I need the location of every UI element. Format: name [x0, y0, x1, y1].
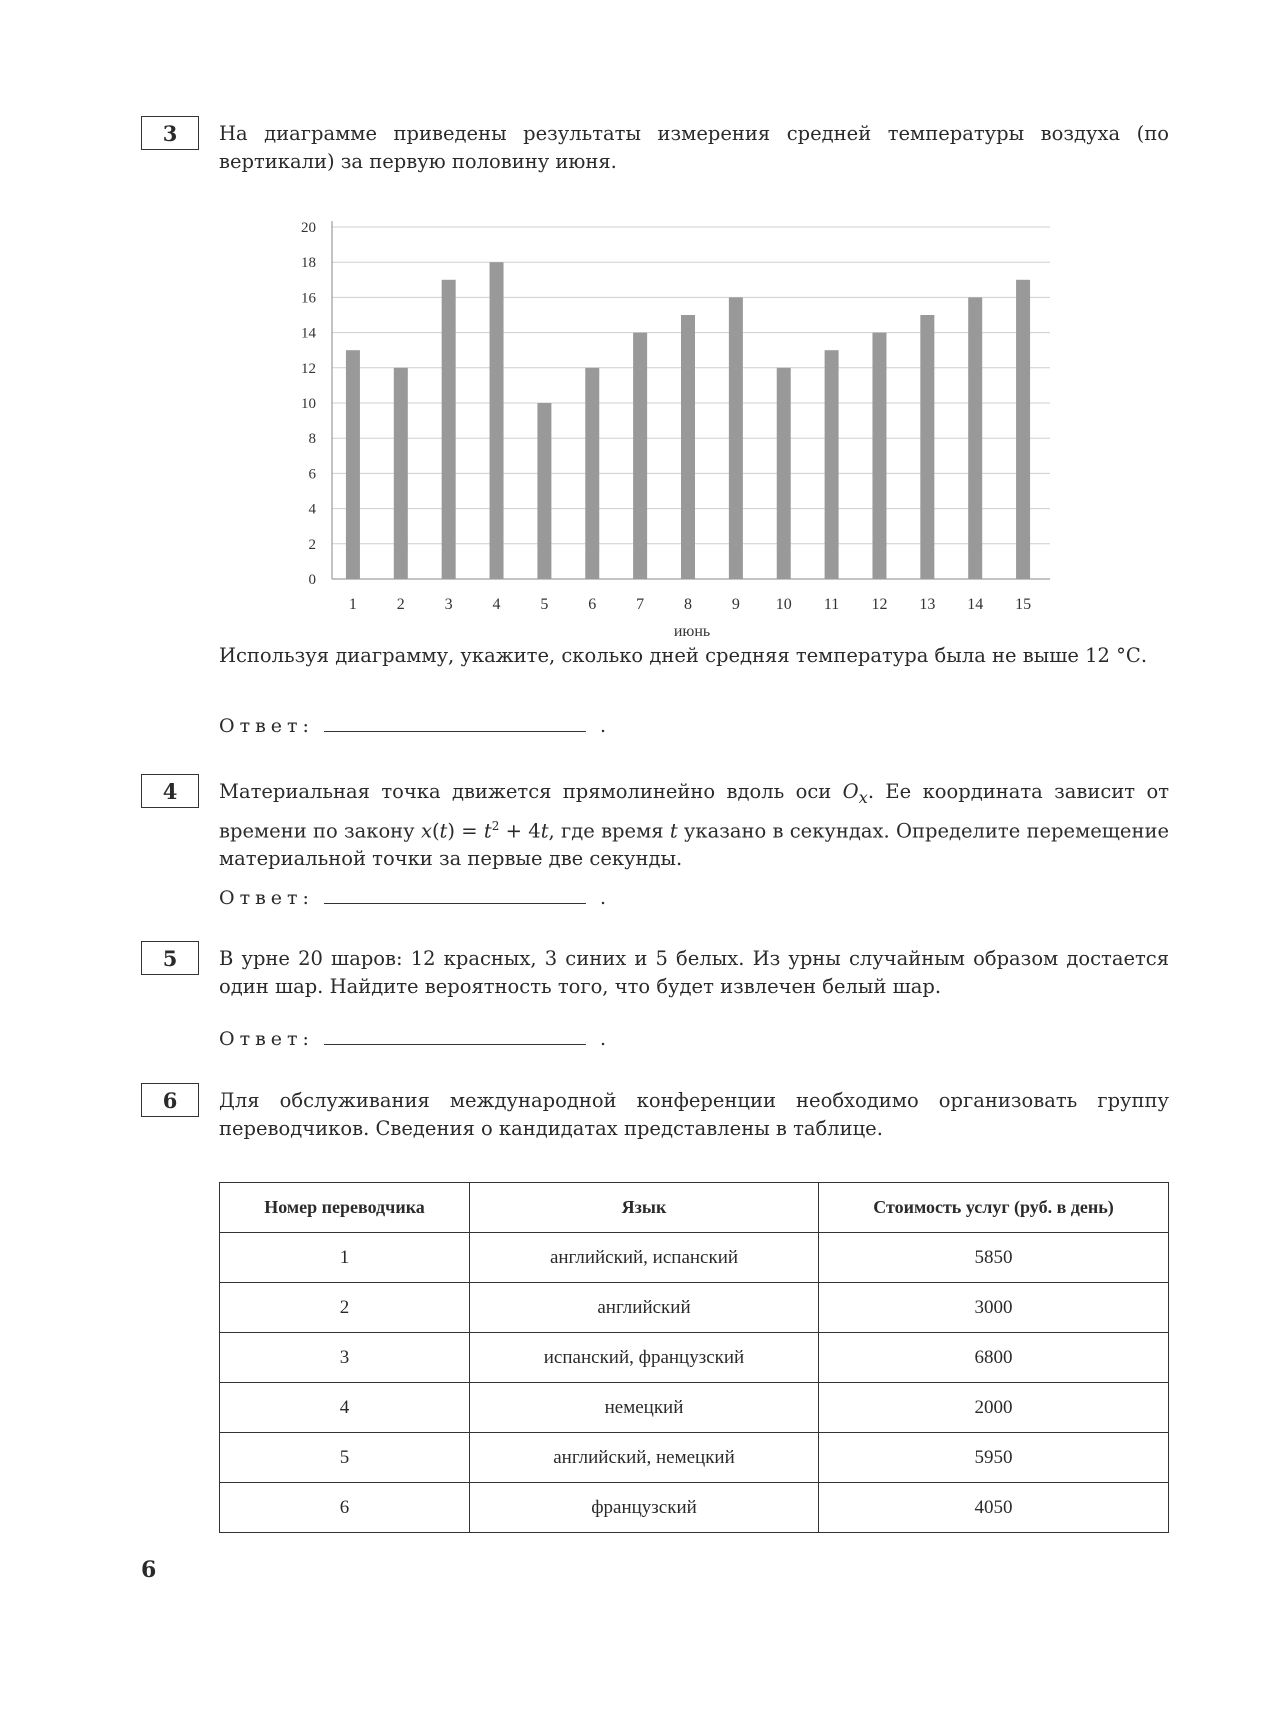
table-cell: 3 [220, 1333, 470, 1383]
bar-day-4 [490, 262, 504, 579]
task-number: 3 [162, 120, 178, 146]
x-tick-label: 15 [1015, 596, 1032, 613]
formula-x: x [420, 819, 432, 843]
table-cell: 6800 [819, 1333, 1169, 1383]
y-tick-label: 14 [301, 325, 316, 342]
bar-day-5 [537, 403, 551, 579]
formula-equals: = [455, 819, 484, 843]
x-tick-label: 9 [731, 596, 740, 613]
table-cell: английский [470, 1283, 819, 1333]
task4-question [219, 778, 1169, 873]
table-cell: испанский, французский [470, 1333, 819, 1383]
table-cell: немецкий [470, 1383, 819, 1433]
formula-plus: + 4 [499, 819, 541, 843]
task-number-box [141, 116, 199, 150]
y-tick-label: 0 [308, 572, 316, 588]
formula-t: t [439, 819, 448, 843]
bar-day-12 [872, 333, 886, 579]
temperature-bar-chart [280, 212, 1050, 642]
task-number: 5 [162, 945, 178, 971]
header-cell: Язык [470, 1183, 819, 1233]
task-number-box [141, 774, 199, 808]
axis-subscript: x [858, 787, 868, 807]
answer-row-task5 [219, 1025, 606, 1053]
task4-text-4: указано в секундах. Определите перемещение материальной точки за первые две секунды. [219, 819, 1169, 871]
x-tick-label: 12 [871, 596, 888, 613]
task3-question: На диаграмме приведены результаты измерения средней температуры воздуха (по вертикали) за первую половину июня. [219, 122, 1169, 173]
variable-t: t [669, 819, 678, 843]
chart-y-ticks [301, 220, 317, 588]
table-cell: 1 [220, 1233, 470, 1283]
bar-day-3 [442, 280, 456, 579]
table-cell: 5 [220, 1433, 470, 1483]
y-tick-label: 12 [301, 360, 316, 377]
answer-input-line[interactable] [324, 885, 586, 904]
bar-day-8 [681, 315, 695, 579]
page-number: 6 [141, 1557, 157, 1583]
x-tick-label: 3 [444, 596, 453, 613]
answer-dot: . [599, 1028, 606, 1050]
table-cell: 2000 [819, 1383, 1169, 1433]
answer-label: Ответ: [219, 1028, 314, 1050]
formula-exponent: 2 [491, 818, 500, 833]
formula-paren-close: ) [447, 819, 455, 843]
table-row [220, 1483, 1169, 1533]
header-cell: Номер переводчика [220, 1183, 470, 1233]
table-cell: 6 [220, 1483, 470, 1533]
table-cell: 3000 [819, 1283, 1169, 1333]
chart-x-ticks [349, 596, 1031, 613]
table-cell: английский, немецкий [470, 1433, 819, 1483]
header-cell: Стоимость услуг (руб. в день) [819, 1183, 1169, 1233]
answer-dot: . [599, 715, 606, 737]
table-row [220, 1383, 1169, 1433]
chart-bars [346, 262, 1030, 579]
x-tick-label: 13 [919, 596, 936, 613]
x-tick-label: 4 [492, 596, 501, 613]
bar-day-1 [346, 350, 360, 579]
x-tick-label: 14 [967, 596, 984, 613]
table-cell: 4050 [819, 1483, 1169, 1533]
x-tick-label: 10 [775, 596, 792, 613]
y-tick-label: 8 [308, 431, 316, 448]
task4-text-2: . Ее координата зависит от времени по закону [219, 780, 1169, 843]
bar-day-7 [633, 333, 647, 579]
table-row [220, 1333, 1169, 1383]
formula-t-linear: t [540, 819, 549, 843]
table-cell: 5950 [819, 1433, 1169, 1483]
x-tick-label: 6 [588, 596, 597, 613]
bar-day-2 [394, 368, 408, 579]
answer-label: Ответ: [219, 887, 314, 909]
table-cell: 4 [220, 1383, 470, 1433]
bar-day-14 [968, 297, 982, 579]
y-tick-label: 10 [301, 396, 316, 412]
bar-day-11 [825, 350, 839, 579]
y-tick-label: 4 [308, 501, 316, 518]
table-cell: 2 [220, 1283, 470, 1333]
task3-instruction: Используя диаграмму, укажите, сколько дней средняя температура была не выше 12 °С. [219, 644, 1148, 667]
answer-row-task4 [219, 884, 606, 912]
task4-text-1: Материальная точка движется прямолинейно вдоль оси [219, 780, 843, 803]
y-tick-label: 16 [301, 290, 316, 307]
bar-day-13 [920, 315, 934, 579]
x-tick-label: 8 [684, 596, 692, 613]
bar-day-10 [777, 368, 791, 579]
table-cell: 5850 [819, 1233, 1169, 1283]
answer-row-task3 [219, 712, 606, 740]
y-tick-label: 20 [301, 220, 316, 236]
table-header-row [220, 1183, 1169, 1233]
y-tick-label: 6 [308, 466, 316, 483]
x-tick-label: 11 [823, 596, 840, 613]
task-number-box [141, 1083, 199, 1117]
x-tick-label: 5 [540, 596, 549, 613]
task5-question: В урне 20 шаров: 12 красных, 3 синих и 5 белых. Из урны случайным образом достается один шар. Найдите вероятность того, что будет извлечен белый шар. [219, 947, 1169, 998]
bar-day-15 [1016, 280, 1030, 579]
formula-paren-open: ( [431, 819, 440, 843]
table-cell: французский [470, 1483, 819, 1533]
y-tick-label: 2 [308, 536, 316, 553]
bar-day-9 [729, 297, 743, 579]
x-tick-label: 1 [348, 596, 357, 613]
answer-dot: . [599, 887, 606, 909]
x-tick-label: 7 [636, 596, 645, 613]
task-number: 4 [162, 778, 178, 804]
table-row [220, 1233, 1169, 1283]
y-tick-label: 18 [301, 255, 316, 272]
task4-text-3: , где время [548, 819, 670, 843]
formula-t-squared: t [483, 819, 492, 843]
table-row [220, 1433, 1169, 1483]
x-tick-label: 2 [396, 596, 405, 613]
answer-input-line[interactable] [324, 713, 586, 732]
table-row [220, 1283, 1169, 1333]
task-number-box [141, 941, 199, 975]
bar-day-6 [585, 368, 599, 579]
answer-input-line[interactable] [324, 1026, 586, 1045]
table-cell: английский, испанский [470, 1233, 819, 1283]
answer-label: Ответ: [219, 715, 314, 737]
task6-question: Для обслуживания международной конференции необходимо организовать группу переводчиков. Сведения о кандидатах представлены в таблице. [219, 1089, 1169, 1140]
task-number: 6 [162, 1087, 178, 1113]
chart-x-label: июнь [673, 623, 711, 640]
translators-table [219, 1182, 1169, 1533]
axis-symbol: O [842, 780, 859, 803]
